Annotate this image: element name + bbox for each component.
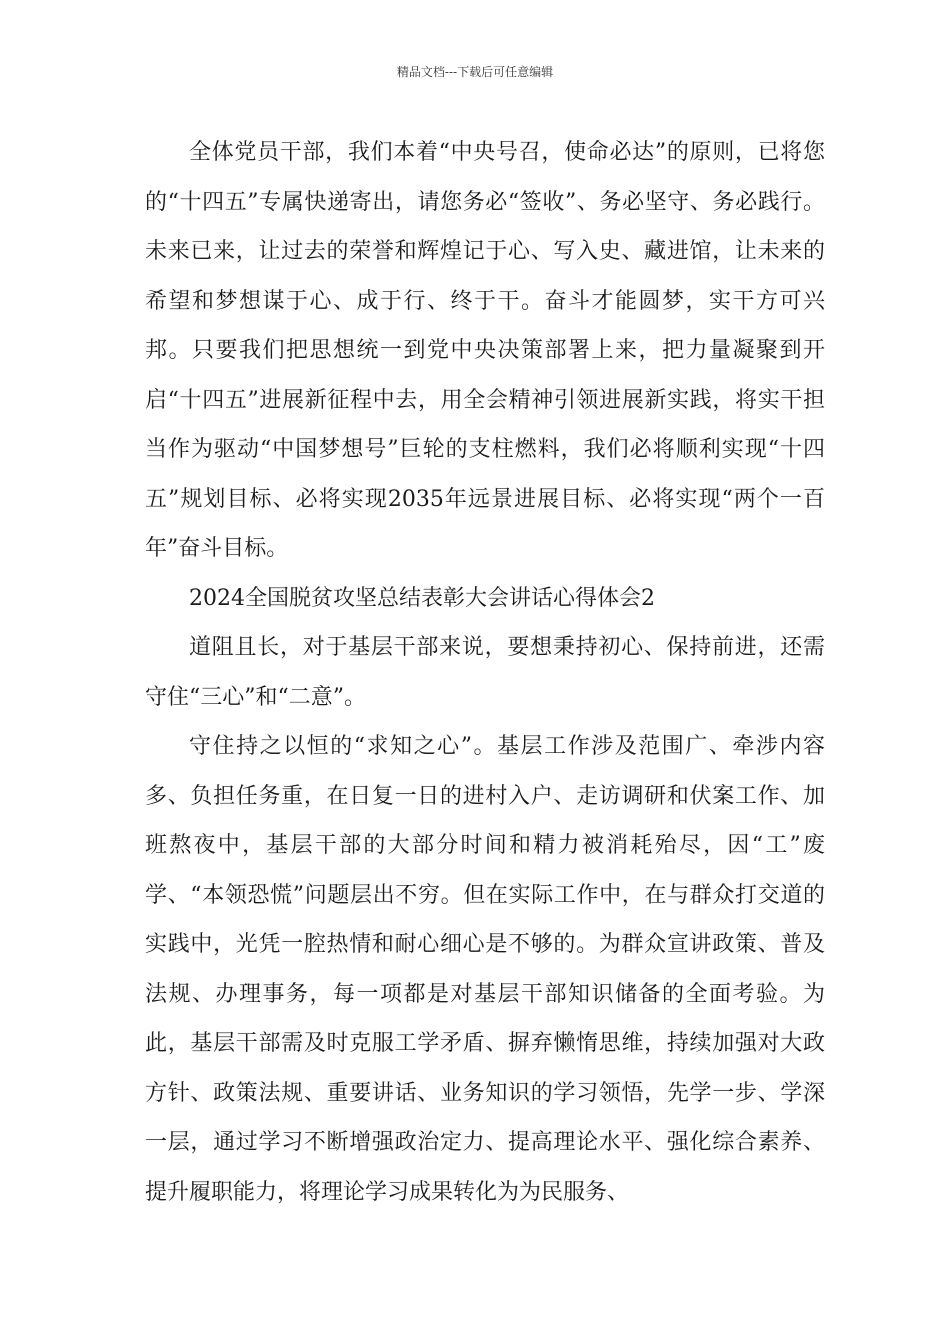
paragraph: 守住持之以恒的“求知之心”。基层工作涉及范围广、牵涉内容多、负担任务重，在日复一日的进村入户、走访调研和伏案工作、加班熬夜中，基层干部的大部分时间和精力被消耗殆尽，因“工”废学、“本领恐慌”问题层出不穷。但在实际工作中，在与群众打交道的实践中，光凭一腔热情和耐心细心是不够的。为群众宣讲政策、普及法规、办理事务，每一项都是对基层干部知识储备的全面考验。为此，基层干部需及时克服工学矛盾、摒弃懒惰思维，持续加强对大政方针、政策法规、重要讲话、业务知识的学习领悟，先学一步、学深一层，通过学习不断增强政治定力、提高理论水平、强化综合素养、提升履职能力，将理论学习成果转化为为民服务、 (145, 734, 825, 1205)
document-body (145, 128, 825, 1217)
page-header: 精品文档---下载后可任意编辑 (396, 65, 554, 79)
paragraph: 道阻且长，对于基层干部来说，要想秉持初心、保持前进，还需守住“三心”和“二意”。 (145, 635, 825, 710)
section-title: 2024全国脱贫攻坚总结表彰大会讲话心得体会2 (189, 585, 655, 611)
paragraph: 全体党员干部，我们本着“中央号召，使命必达”的原则，已将您的“十四五”专属快递寄出，请您务必“签收”、务必坚守、务必践行。未来已来，让过去的荣誉和辉煌记于心、写入史、藏进馆，让未来的希望和梦想谋于心、成于行、终于干。奋斗才能圆梦，实干方可兴邦。只要我们把思想统一到党中央决策部署上来，把力量凝聚到开启“十四五”进展新征程中去，用全会精神引领进展新实践，将实干担当作为驱动“中国梦想号”巨轮的支柱燃料，我们必将顺利实现“十四五”规划目标、必将实现2035年远景进展目标、必将实现“两个一百年”奋斗目标。 (145, 140, 825, 561)
